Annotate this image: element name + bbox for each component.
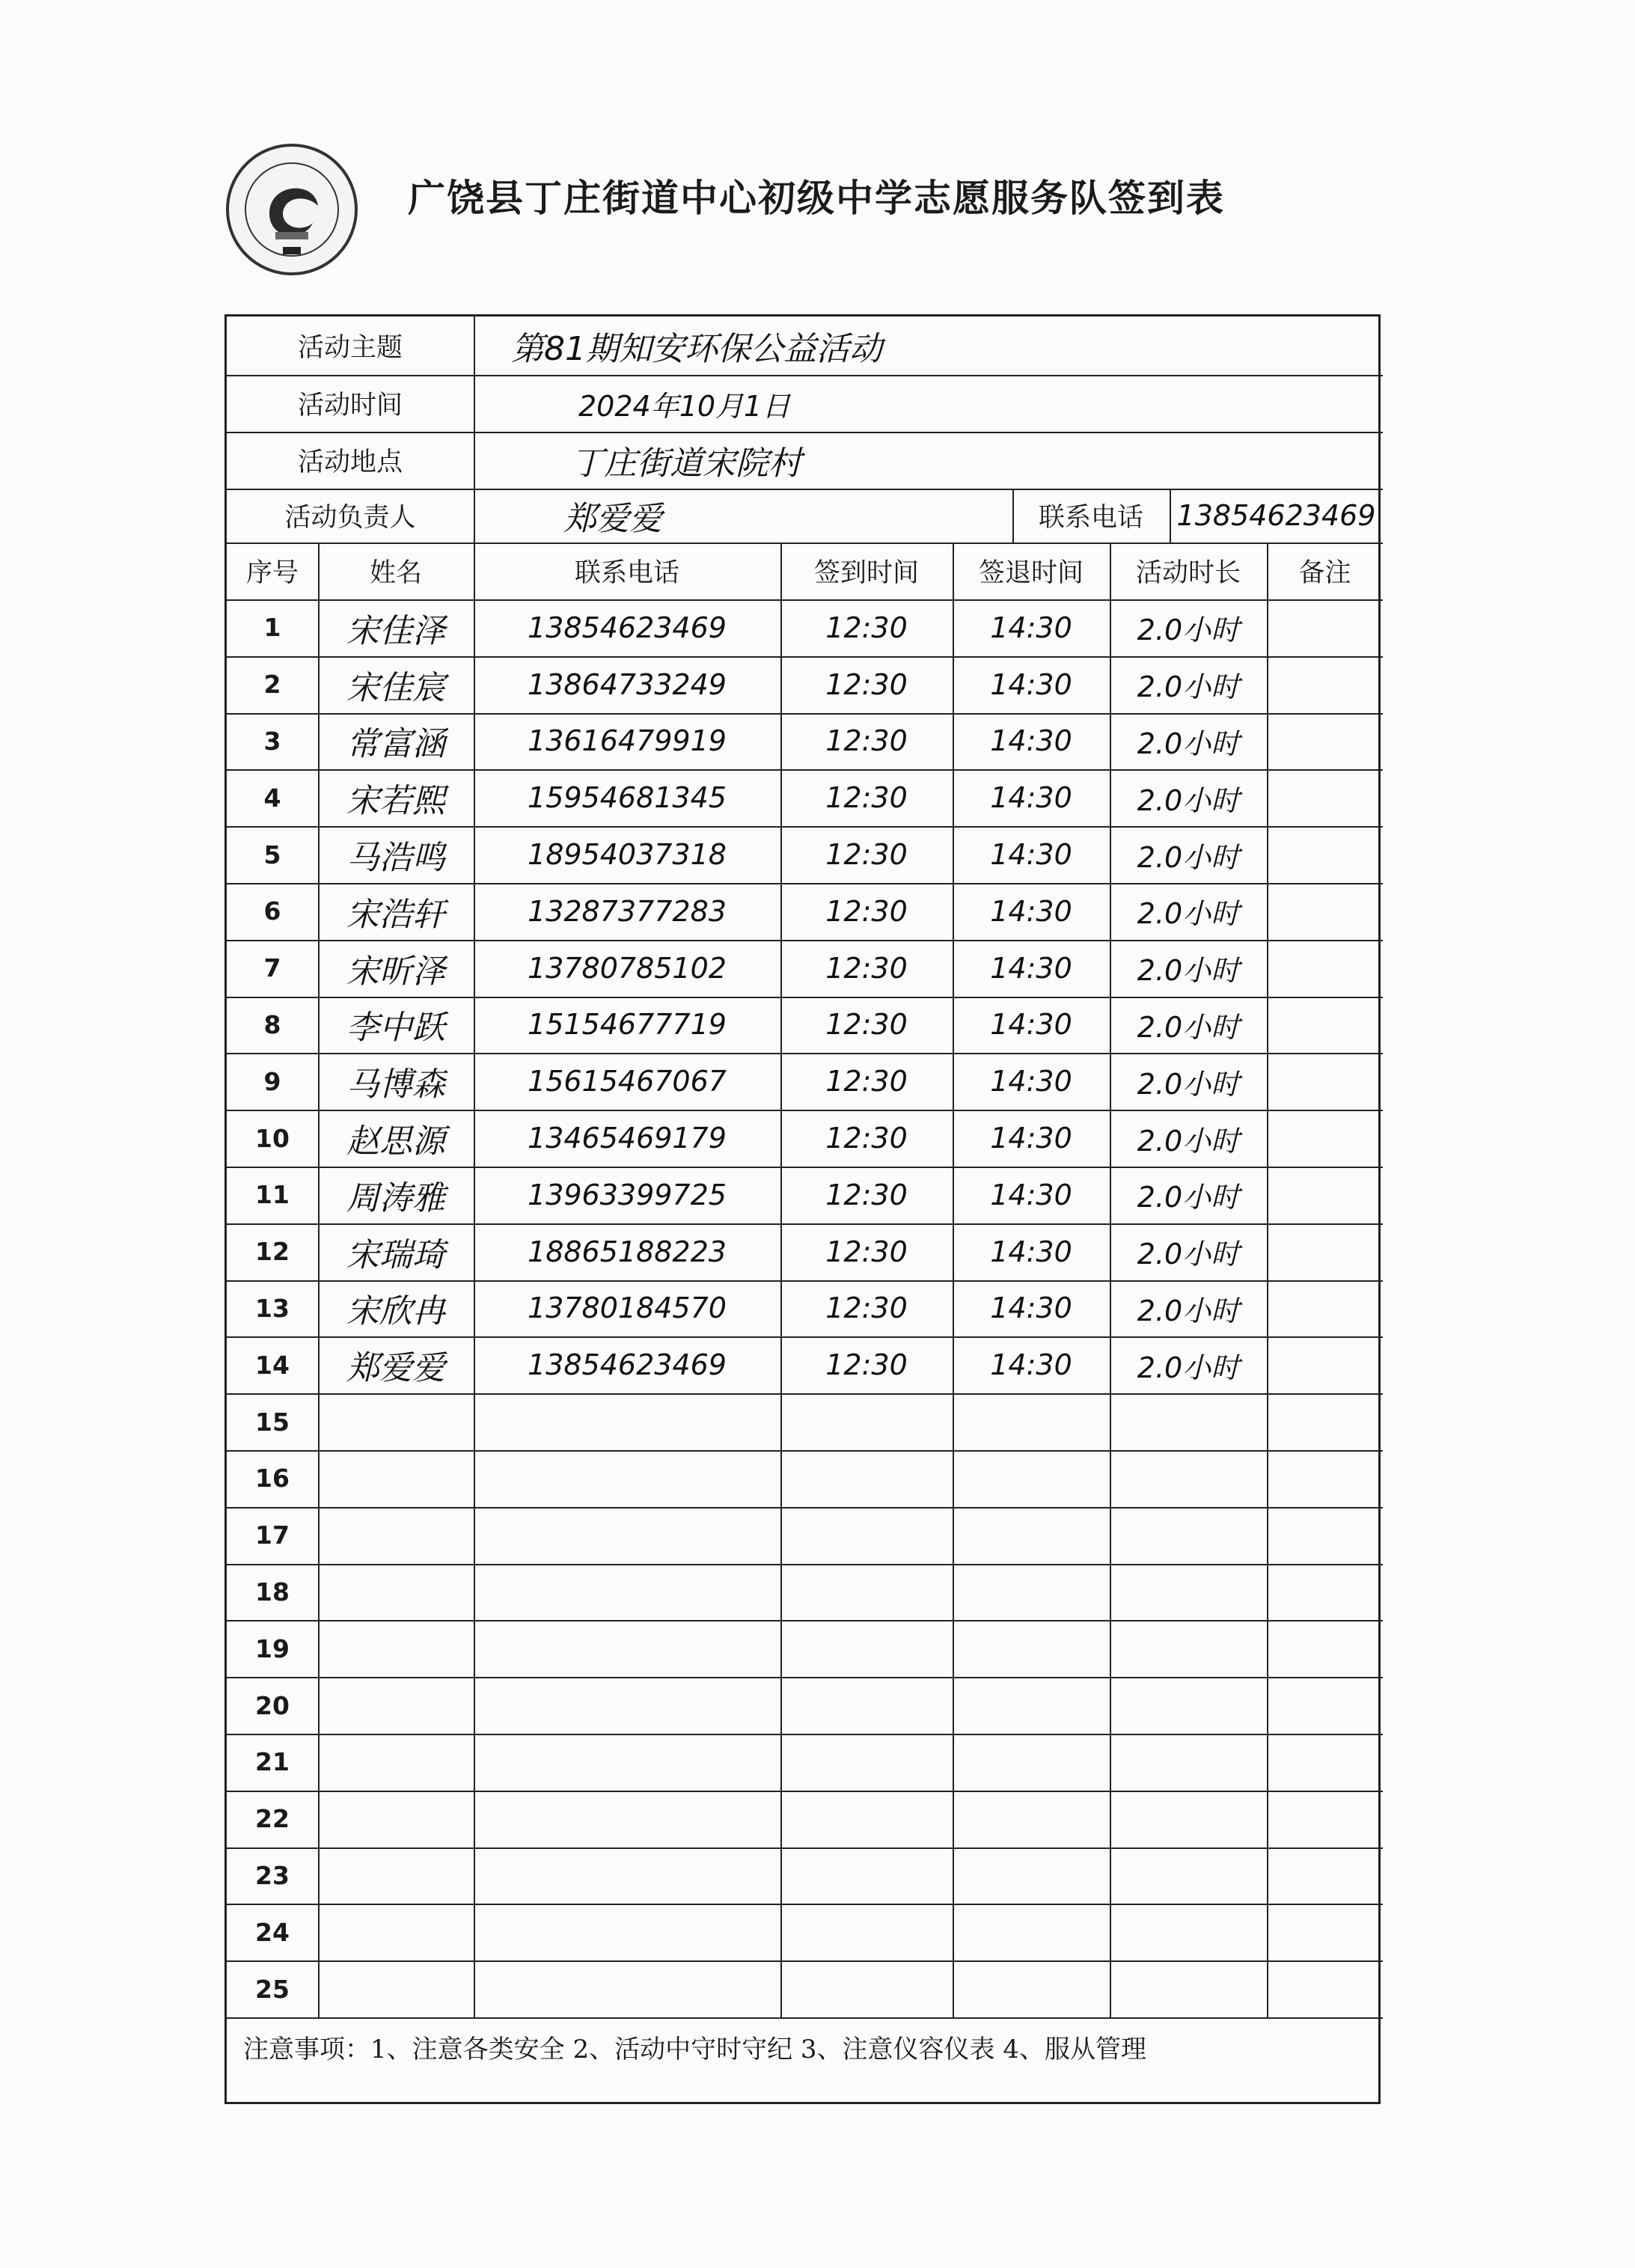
cell-note <box>1267 1167 1383 1223</box>
cell-duration: 2.0小时 <box>1137 783 1240 817</box>
grid-line <box>227 1791 1383 1792</box>
cell-out: 14:30 <box>990 667 1072 701</box>
cell-no: 12 <box>255 1237 290 1267</box>
grid-line <box>953 542 954 2017</box>
cell-phone <box>474 1960 780 2017</box>
leader-label: 活动负责人 <box>284 503 416 533</box>
time-label: 活动时间 <box>297 391 403 421</box>
cell-out: 14:30 <box>990 1348 1072 1382</box>
cell-phone <box>474 1620 780 1677</box>
cell-name <box>318 1450 474 1507</box>
cell-phone: 15154677719 <box>528 1008 727 1042</box>
cell-phone <box>474 1393 780 1450</box>
sign-in-sheet <box>224 314 1381 2104</box>
cell-in: 12:30 <box>825 781 908 815</box>
cell-note <box>1267 1620 1383 1677</box>
grid-line <box>227 1393 1383 1395</box>
grid-line <box>227 1677 1383 1678</box>
cell-note <box>1267 1393 1383 1450</box>
theme-label: 活动主题 <box>297 333 403 363</box>
grid-line <box>1110 542 1111 2017</box>
cell-duration: 2.0小时 <box>1137 1294 1240 1327</box>
cell-note <box>1267 940 1383 997</box>
cell-name: 宋佳宸 <box>346 668 445 707</box>
cell-note <box>1267 883 1383 940</box>
cell-duration <box>1110 1450 1267 1507</box>
cell-note <box>1267 1677 1383 1734</box>
cell-out: 14:30 <box>990 838 1072 872</box>
col-header-duration: 活动时长 <box>1135 558 1241 588</box>
cell-duration <box>1110 1507 1267 1564</box>
cell-no: 24 <box>255 1917 290 1947</box>
cell-phone: 13864733249 <box>528 667 727 701</box>
cell-no: 4 <box>263 783 281 813</box>
place-value: 丁庄街道宋院村 <box>571 444 801 483</box>
cell-in: 12:30 <box>825 838 908 872</box>
cell-out: 14:30 <box>990 894 1072 928</box>
grid-line <box>227 1167 1383 1168</box>
cell-in <box>780 1393 953 1450</box>
cell-in <box>780 1960 953 2017</box>
cell-no: 25 <box>255 1974 290 2004</box>
cell-in <box>780 1904 953 1960</box>
grid-line <box>1267 542 1268 2017</box>
cell-phone: 13854623469 <box>528 1348 727 1382</box>
place-label: 活动地点 <box>297 447 403 477</box>
cell-note <box>1267 1053 1383 1110</box>
grid-line <box>227 489 1383 490</box>
grid-line <box>227 1053 1383 1054</box>
grid-line <box>227 1564 1383 1565</box>
time-value: 2024年10月1日 <box>578 389 791 423</box>
cell-note <box>1267 997 1383 1054</box>
cell-duration <box>1110 1564 1267 1621</box>
cell-duration: 2.0小时 <box>1137 1010 1240 1044</box>
cell-in <box>780 1791 953 1847</box>
cell-no: 8 <box>263 1009 281 1039</box>
cell-phone: 13963399725 <box>528 1178 727 1211</box>
col-header-note: 备注 <box>1298 558 1351 588</box>
cell-name <box>318 1564 474 1621</box>
cell-duration: 2.0小时 <box>1137 670 1240 704</box>
cell-no: 15 <box>255 1407 290 1437</box>
cell-duration <box>1110 1960 1267 2017</box>
cell-name: 马浩鸣 <box>346 839 445 878</box>
cell-out <box>953 1960 1110 2017</box>
cell-out: 14:30 <box>990 1292 1072 1325</box>
cell-phone: 13465469179 <box>528 1122 727 1155</box>
cell-no: 1 <box>263 613 281 643</box>
cell-out <box>953 1620 1110 1677</box>
cell-no: 22 <box>255 1804 290 1834</box>
cell-in: 12:30 <box>825 1348 908 1382</box>
cell-out <box>953 1677 1110 1734</box>
page-title: 广饶县丁庄街道中心初级中学志愿服务队签到表 <box>408 176 1225 220</box>
cell-no: 17 <box>255 1520 290 1550</box>
col-header-phone: 联系电话 <box>574 558 679 588</box>
cell-in: 12:30 <box>825 1122 908 1155</box>
cell-duration: 2.0小时 <box>1137 954 1240 988</box>
cell-in: 12:30 <box>825 1008 908 1042</box>
cell-out: 14:30 <box>990 1178 1072 1211</box>
cell-phone: 18954037318 <box>528 838 727 872</box>
grid-line <box>1170 489 1171 542</box>
cell-duration <box>1110 1791 1267 1847</box>
cell-name <box>318 1734 474 1791</box>
cell-phone <box>474 1791 780 1847</box>
grid-line <box>227 1960 1383 1962</box>
cell-out <box>953 1393 1110 1450</box>
cell-phone: 13616479919 <box>528 724 727 758</box>
grid-line <box>318 542 320 2017</box>
cell-name: 宋浩轩 <box>346 895 445 934</box>
grid-line <box>227 1223 1383 1225</box>
cell-out: 14:30 <box>990 1235 1072 1268</box>
cell-out <box>953 1734 1110 1791</box>
cell-name <box>318 1960 474 2017</box>
cell-duration: 2.0小时 <box>1137 1067 1240 1101</box>
cell-note <box>1267 1223 1383 1280</box>
cell-in <box>780 1734 953 1791</box>
cell-out <box>953 1564 1110 1621</box>
grid-line <box>227 1904 1383 1905</box>
cell-note <box>1267 1960 1383 2017</box>
cell-in: 12:30 <box>825 611 908 644</box>
cell-no: 7 <box>263 953 281 983</box>
cell-phone: 18865188223 <box>528 1235 727 1268</box>
cell-in: 12:30 <box>825 1292 908 1325</box>
grid-line <box>474 317 475 542</box>
cell-duration: 2.0小时 <box>1137 1351 1240 1384</box>
cell-no: 21 <box>255 1747 290 1777</box>
cell-duration <box>1110 1904 1267 1960</box>
cell-out: 14:30 <box>990 781 1072 815</box>
cell-phone <box>474 1450 780 1507</box>
cell-out: 14:30 <box>990 1065 1072 1098</box>
cell-phone: 15954681345 <box>528 781 727 815</box>
cell-note <box>1267 1904 1383 1960</box>
grid-line <box>227 2017 1383 2019</box>
cell-no: 14 <box>255 1350 290 1380</box>
cell-out: 14:30 <box>990 611 1072 644</box>
cell-duration: 2.0小时 <box>1137 727 1240 760</box>
cell-name: 周涛雅 <box>346 1179 445 1217</box>
grid-line <box>227 1847 1383 1849</box>
cell-no: 18 <box>255 1577 290 1607</box>
grid-line <box>227 883 1383 884</box>
cell-no: 5 <box>263 840 281 869</box>
cell-phone <box>474 1507 780 1564</box>
grid-line <box>227 1450 1383 1452</box>
cell-out <box>953 1847 1110 1904</box>
cell-no: 16 <box>255 1464 290 1494</box>
school-seal-icon <box>224 142 359 277</box>
cell-duration: 2.0小时 <box>1137 1124 1240 1158</box>
cell-note <box>1267 1734 1383 1791</box>
grid-line <box>1012 489 1014 542</box>
grid-line <box>227 940 1383 941</box>
cell-name: 马博森 <box>346 1066 445 1104</box>
cell-name: 宋若熙 <box>346 782 445 821</box>
cell-note <box>1267 1564 1383 1621</box>
cell-phone: 13854623469 <box>528 611 727 644</box>
col-header-no: 序号 <box>245 558 299 588</box>
cell-note <box>1267 599 1383 656</box>
cell-name <box>318 1791 474 1847</box>
cell-duration <box>1110 1393 1267 1450</box>
grid-line <box>227 769 1383 771</box>
cell-name <box>318 1904 474 1960</box>
theme-value: 第81期知安环保公益活动 <box>511 330 882 368</box>
notice-text: 注意事项：1、注意各类安全 2、活动中守时守纪 3、注意仪容仪表 4、服从管理 <box>243 2035 1146 2064</box>
cell-in: 12:30 <box>825 894 908 928</box>
cell-in <box>780 1677 953 1734</box>
cell-no: 13 <box>255 1293 290 1323</box>
grid-line <box>780 542 782 2017</box>
grid-line <box>227 656 1383 658</box>
cell-note <box>1267 1336 1383 1393</box>
cell-in: 12:30 <box>825 951 908 985</box>
cell-phone: 13780785102 <box>528 951 727 985</box>
cell-phone <box>474 1847 780 1904</box>
cell-name: 郑爱爱 <box>346 1349 445 1388</box>
cell-note <box>1267 1847 1383 1904</box>
cell-duration: 2.0小时 <box>1137 840 1240 874</box>
grid-line <box>227 826 1383 828</box>
cell-out <box>953 1507 1110 1564</box>
cell-note <box>1267 826 1383 883</box>
grid-line <box>227 713 1383 715</box>
leader-value: 郑爱爱 <box>563 500 662 538</box>
cell-duration <box>1110 1847 1267 1904</box>
grid-line <box>227 1734 1383 1735</box>
grid-line <box>474 542 475 2017</box>
grid-line <box>227 542 1383 544</box>
cell-name: 赵思源 <box>346 1122 445 1161</box>
cell-in <box>780 1564 953 1621</box>
cell-note <box>1267 713 1383 770</box>
cell-in <box>780 1847 953 1904</box>
cell-out: 14:30 <box>990 1008 1072 1042</box>
cell-name <box>318 1507 474 1564</box>
cell-name: 宋昕泽 <box>346 952 445 991</box>
col-header-sign-out: 签退时间 <box>978 558 1084 588</box>
phone-label: 联系电话 <box>1038 503 1143 533</box>
cell-name <box>318 1393 474 1450</box>
grid-line <box>227 1507 1383 1509</box>
grid-line <box>227 1336 1383 1338</box>
cell-out: 14:30 <box>990 724 1072 758</box>
cell-duration: 2.0小时 <box>1137 1238 1240 1271</box>
cell-name: 宋瑞琦 <box>346 1235 445 1274</box>
grid-line <box>227 432 1383 433</box>
cell-name: 宋佳泽 <box>346 611 445 650</box>
cell-name: 常富涵 <box>346 725 445 764</box>
cell-in: 12:30 <box>825 1235 908 1268</box>
cell-no: 2 <box>263 670 281 700</box>
cell-note <box>1267 656 1383 713</box>
cell-no: 23 <box>255 1860 290 1890</box>
cell-out <box>953 1791 1110 1847</box>
cell-in: 12:30 <box>825 667 908 701</box>
cell-name: 李中跃 <box>346 1009 445 1048</box>
cell-in: 12:30 <box>825 724 908 758</box>
cell-note <box>1267 1791 1383 1847</box>
cell-no: 6 <box>263 896 281 926</box>
cell-out: 14:30 <box>990 951 1072 985</box>
grid-line <box>227 1110 1383 1111</box>
grid-line <box>227 997 1383 998</box>
grid-line <box>227 1280 1383 1282</box>
cell-phone <box>474 1677 780 1734</box>
cell-phone <box>474 1734 780 1791</box>
col-header-sign-in: 签到时间 <box>813 558 919 588</box>
cell-duration: 2.0小时 <box>1137 897 1240 931</box>
cell-in <box>780 1450 953 1507</box>
cell-note <box>1267 1507 1383 1564</box>
cell-note <box>1267 1110 1383 1167</box>
cell-phone <box>474 1904 780 1960</box>
cell-note <box>1267 1280 1383 1337</box>
cell-in: 12:30 <box>825 1178 908 1211</box>
grid-line <box>227 599 1383 601</box>
cell-in <box>780 1507 953 1564</box>
cell-out <box>953 1450 1110 1507</box>
cell-no: 9 <box>263 1066 281 1096</box>
phone-value: 13854623469 <box>1176 499 1376 532</box>
cell-in: 12:30 <box>825 1065 908 1098</box>
cell-name <box>318 1620 474 1677</box>
cell-note <box>1267 1450 1383 1507</box>
cell-duration <box>1110 1734 1267 1791</box>
cell-out: 14:30 <box>990 1122 1072 1155</box>
cell-phone: 13287377283 <box>528 894 727 928</box>
cell-duration: 2.0小时 <box>1137 1181 1240 1214</box>
grid-line <box>227 1620 1383 1621</box>
cell-duration <box>1110 1677 1267 1734</box>
grid-line <box>227 375 1383 376</box>
cell-phone <box>474 1564 780 1621</box>
cell-out <box>953 1904 1110 1960</box>
cell-phone: 15615467067 <box>528 1065 727 1098</box>
cell-no: 3 <box>263 726 281 756</box>
cell-duration: 2.0小时 <box>1137 614 1240 647</box>
cell-name <box>318 1677 474 1734</box>
cell-phone: 13780184570 <box>528 1292 727 1325</box>
cell-in <box>780 1620 953 1677</box>
cell-name: 宋欣冉 <box>346 1292 445 1331</box>
cell-duration <box>1110 1620 1267 1677</box>
cell-name <box>318 1847 474 1904</box>
cell-note <box>1267 769 1383 826</box>
cell-no: 10 <box>255 1123 290 1153</box>
cell-no: 11 <box>255 1180 290 1210</box>
cell-no: 20 <box>255 1690 290 1720</box>
cell-no: 19 <box>255 1633 290 1663</box>
col-header-name: 姓名 <box>369 558 422 588</box>
